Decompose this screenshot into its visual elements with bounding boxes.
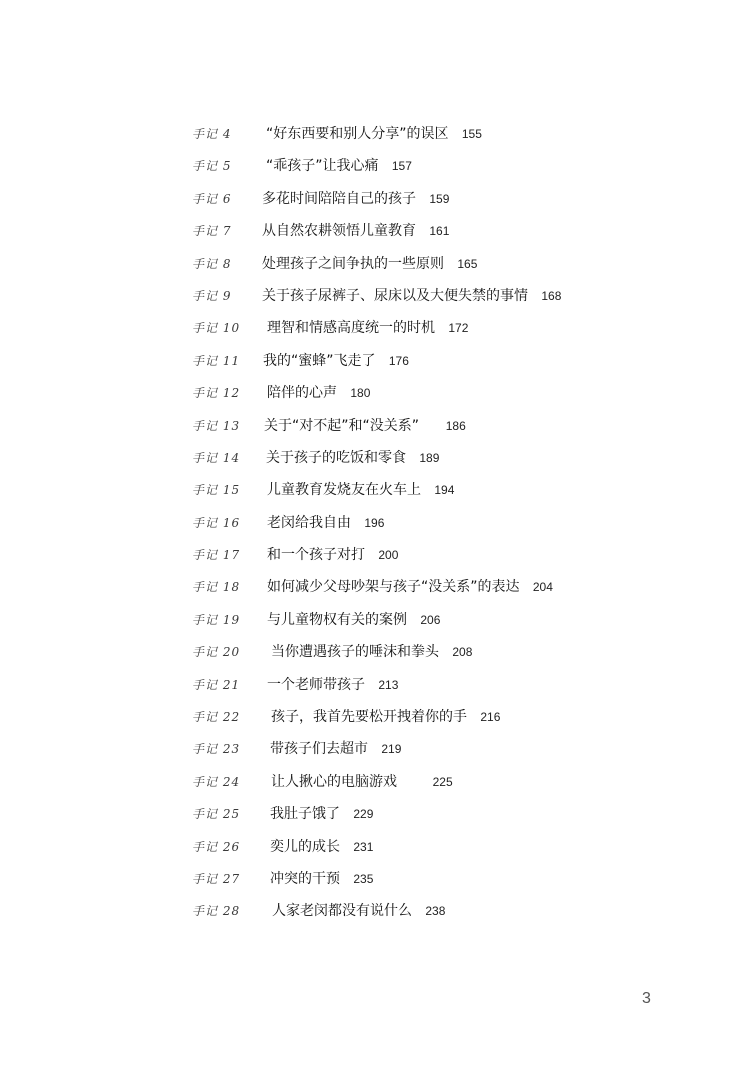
entry-label: 手记 21 bbox=[192, 677, 241, 692]
entry-label: 手记 20 bbox=[192, 645, 241, 660]
toc-entry[interactable] bbox=[0, 248, 750, 280]
entry-label: 手记 27 bbox=[192, 871, 241, 886]
entry-title[interactable] bbox=[267, 474, 454, 506]
entry-label: 手记 9 bbox=[192, 288, 232, 303]
entry-title-text: 当你遭遇孩子的唾沫和拳头 bbox=[271, 644, 439, 661]
toc-entry[interactable] bbox=[0, 474, 750, 506]
entry-title[interactable] bbox=[271, 636, 472, 668]
entry-label: 手记 28 bbox=[192, 904, 241, 919]
entry-label: 手记 13 bbox=[192, 418, 241, 433]
entry-page-number: 204 bbox=[532, 580, 553, 595]
entry-title[interactable] bbox=[267, 507, 384, 539]
entry-title[interactable] bbox=[262, 248, 477, 280]
entry-title[interactable] bbox=[267, 571, 553, 603]
entry-page-number: 159 bbox=[429, 191, 450, 206]
entry-title[interactable] bbox=[267, 604, 440, 636]
entry-page-number: 155 bbox=[461, 127, 482, 141]
entry-title-text: 冲突的干预 bbox=[270, 870, 340, 887]
entry-title[interactable] bbox=[262, 215, 449, 247]
entry-label: 手记 24 bbox=[192, 774, 241, 789]
entry-title-text: 一个老师带孩子 bbox=[267, 676, 365, 693]
entry-title-text: 如何减少父母吵架与孩子“没关系”的表达 bbox=[267, 579, 520, 596]
entry-label: 手记 12 bbox=[192, 386, 241, 401]
toc-entry[interactable] bbox=[0, 701, 750, 733]
entry-label: 手记 26 bbox=[192, 839, 241, 854]
entry-title-text: “好东西要和别人分享”的误区 bbox=[266, 126, 449, 142]
toc-entry[interactable] bbox=[0, 150, 750, 182]
entry-page-number: 168 bbox=[541, 288, 562, 303]
toc-entry[interactable] bbox=[0, 345, 750, 377]
entry-page-number: 165 bbox=[457, 256, 478, 271]
entry-page-number: 176 bbox=[388, 353, 409, 368]
entry-title[interactable] bbox=[262, 183, 449, 215]
entry-title-text: 处理孩子之间争执的一些原则 bbox=[262, 255, 444, 272]
entry-label: 手记 23 bbox=[192, 742, 241, 757]
entry-label: 手记 7 bbox=[192, 224, 232, 239]
entry-title-text: “乖孩子”让我心痛 bbox=[266, 158, 379, 175]
toc-entry[interactable] bbox=[0, 863, 750, 895]
entry-title-text: 多花时间陪陪自己的孩子 bbox=[262, 190, 416, 207]
entry-page-number: 180 bbox=[350, 386, 371, 401]
entry-page-number: 172 bbox=[448, 321, 469, 336]
toc-entry[interactable] bbox=[0, 410, 750, 442]
toc-entry[interactable] bbox=[0, 733, 750, 765]
entry-title[interactable] bbox=[270, 733, 401, 765]
toc-entry[interactable] bbox=[0, 571, 750, 603]
entry-page-number: 238 bbox=[425, 904, 446, 919]
entry-page-number: 196 bbox=[364, 515, 385, 530]
toc-entry[interactable] bbox=[0, 183, 750, 215]
entry-page-number: 194 bbox=[434, 483, 455, 498]
entry-page-number: 216 bbox=[480, 710, 501, 725]
entry-title-text: 孩子，我首先要松开拽着你的手 bbox=[271, 709, 467, 726]
entry-label: 手记 16 bbox=[192, 515, 241, 530]
entry-title-text: 我的“蜜蜂”飞走了 bbox=[263, 352, 376, 369]
entry-title[interactable] bbox=[270, 831, 373, 863]
entry-label: 手记 5 bbox=[192, 159, 232, 174]
entry-page-number: 213 bbox=[378, 677, 399, 692]
entry-title[interactable] bbox=[267, 377, 370, 409]
entry-page-number: 186 bbox=[445, 418, 466, 433]
entry-title[interactable] bbox=[272, 895, 445, 927]
entry-title[interactable] bbox=[264, 410, 466, 442]
toc-entry[interactable] bbox=[0, 377, 750, 409]
toc-entry[interactable] bbox=[0, 442, 750, 474]
entry-label: 手记 10 bbox=[192, 321, 241, 336]
entry-page-number: 231 bbox=[353, 839, 374, 854]
entry-title[interactable] bbox=[267, 539, 398, 571]
entry-label: 手记 8 bbox=[192, 256, 232, 271]
entry-title-text: 关于孩子尿裤子、尿床以及大便失禁的事情 bbox=[262, 287, 528, 304]
toc-entry[interactable] bbox=[0, 831, 750, 863]
toc-entry[interactable] bbox=[0, 280, 750, 312]
entry-label: 手记 17 bbox=[192, 548, 241, 563]
entry-label: 手记 14 bbox=[192, 450, 241, 465]
entry-page-number: 208 bbox=[452, 645, 473, 660]
entry-title[interactable] bbox=[263, 345, 409, 377]
page-number: 3 bbox=[642, 990, 651, 1007]
entry-label: 手记 18 bbox=[192, 580, 241, 595]
entry-title[interactable] bbox=[270, 798, 373, 830]
entry-page-number: 219 bbox=[381, 742, 402, 757]
entry-page-number: 189 bbox=[419, 450, 440, 465]
entry-title[interactable] bbox=[267, 312, 468, 344]
entry-title-text: 奕儿的成长 bbox=[270, 838, 340, 855]
entry-page-number: 200 bbox=[378, 548, 399, 563]
entry-title[interactable] bbox=[271, 766, 453, 798]
entry-title-text: 人家老闵都没有说什么 bbox=[272, 903, 412, 920]
table-of-contents bbox=[0, 118, 750, 928]
entry-title-text: 和一个孩子对打 bbox=[267, 547, 365, 564]
entry-title-text: 让人揪心的电脑游戏 bbox=[271, 773, 397, 790]
entry-title[interactable] bbox=[267, 669, 398, 701]
toc-entry[interactable] bbox=[0, 798, 750, 830]
entry-title-text: 关于孩子的吃饭和零食 bbox=[266, 449, 406, 466]
entry-page-number: 235 bbox=[353, 871, 374, 886]
entry-label: 手记 4 bbox=[192, 127, 232, 141]
entry-title-text: 与儿童物权有关的案例 bbox=[267, 611, 407, 628]
entry-label: 手记 15 bbox=[192, 483, 241, 498]
toc-entry[interactable] bbox=[0, 539, 750, 571]
entry-title[interactable] bbox=[266, 150, 412, 182]
toc-entry[interactable] bbox=[0, 636, 750, 668]
entry-title[interactable] bbox=[266, 442, 439, 474]
entry-title[interactable] bbox=[270, 863, 373, 895]
entry-title-text: 老闵给我自由 bbox=[267, 514, 351, 531]
entry-title-text: 我肚子饿了 bbox=[270, 806, 340, 823]
entry-label: 手记 6 bbox=[192, 191, 232, 206]
toc-entry[interactable] bbox=[0, 507, 750, 539]
entry-page-number: 161 bbox=[429, 224, 450, 239]
toc-entry[interactable] bbox=[0, 312, 750, 344]
toc-entry[interactable] bbox=[0, 895, 750, 927]
entry-title-text: 从自然农耕领悟儿童教育 bbox=[262, 223, 416, 240]
entry-label: 手记 25 bbox=[192, 807, 241, 822]
toc-entry[interactable] bbox=[0, 215, 750, 247]
entry-title-text: 关于“对不起”和“没关系” bbox=[264, 417, 420, 434]
entry-title[interactable] bbox=[262, 280, 561, 312]
toc-entry[interactable] bbox=[0, 766, 750, 798]
entry-title[interactable] bbox=[266, 118, 482, 150]
entry-label: 手记 19 bbox=[192, 612, 241, 627]
entry-label: 手记 11 bbox=[192, 353, 241, 368]
entry-title-text: 带孩子们去超市 bbox=[270, 741, 368, 758]
toc-entry[interactable] bbox=[0, 669, 750, 701]
entry-title-text: 陪伴的心声 bbox=[267, 385, 337, 402]
entry-title-text: 理智和情感高度统一的时机 bbox=[267, 320, 435, 337]
entry-page-number: 157 bbox=[391, 159, 412, 174]
entry-page-number: 229 bbox=[353, 807, 374, 822]
entry-title[interactable] bbox=[271, 701, 500, 733]
toc-entry[interactable] bbox=[0, 604, 750, 636]
toc-entry[interactable] bbox=[0, 118, 750, 150]
entry-page-number: 206 bbox=[420, 612, 441, 627]
entry-page-number: 225 bbox=[432, 774, 453, 789]
entry-label: 手记 22 bbox=[192, 710, 241, 725]
entry-title-text: 儿童教育发烧友在火车上 bbox=[267, 482, 421, 499]
